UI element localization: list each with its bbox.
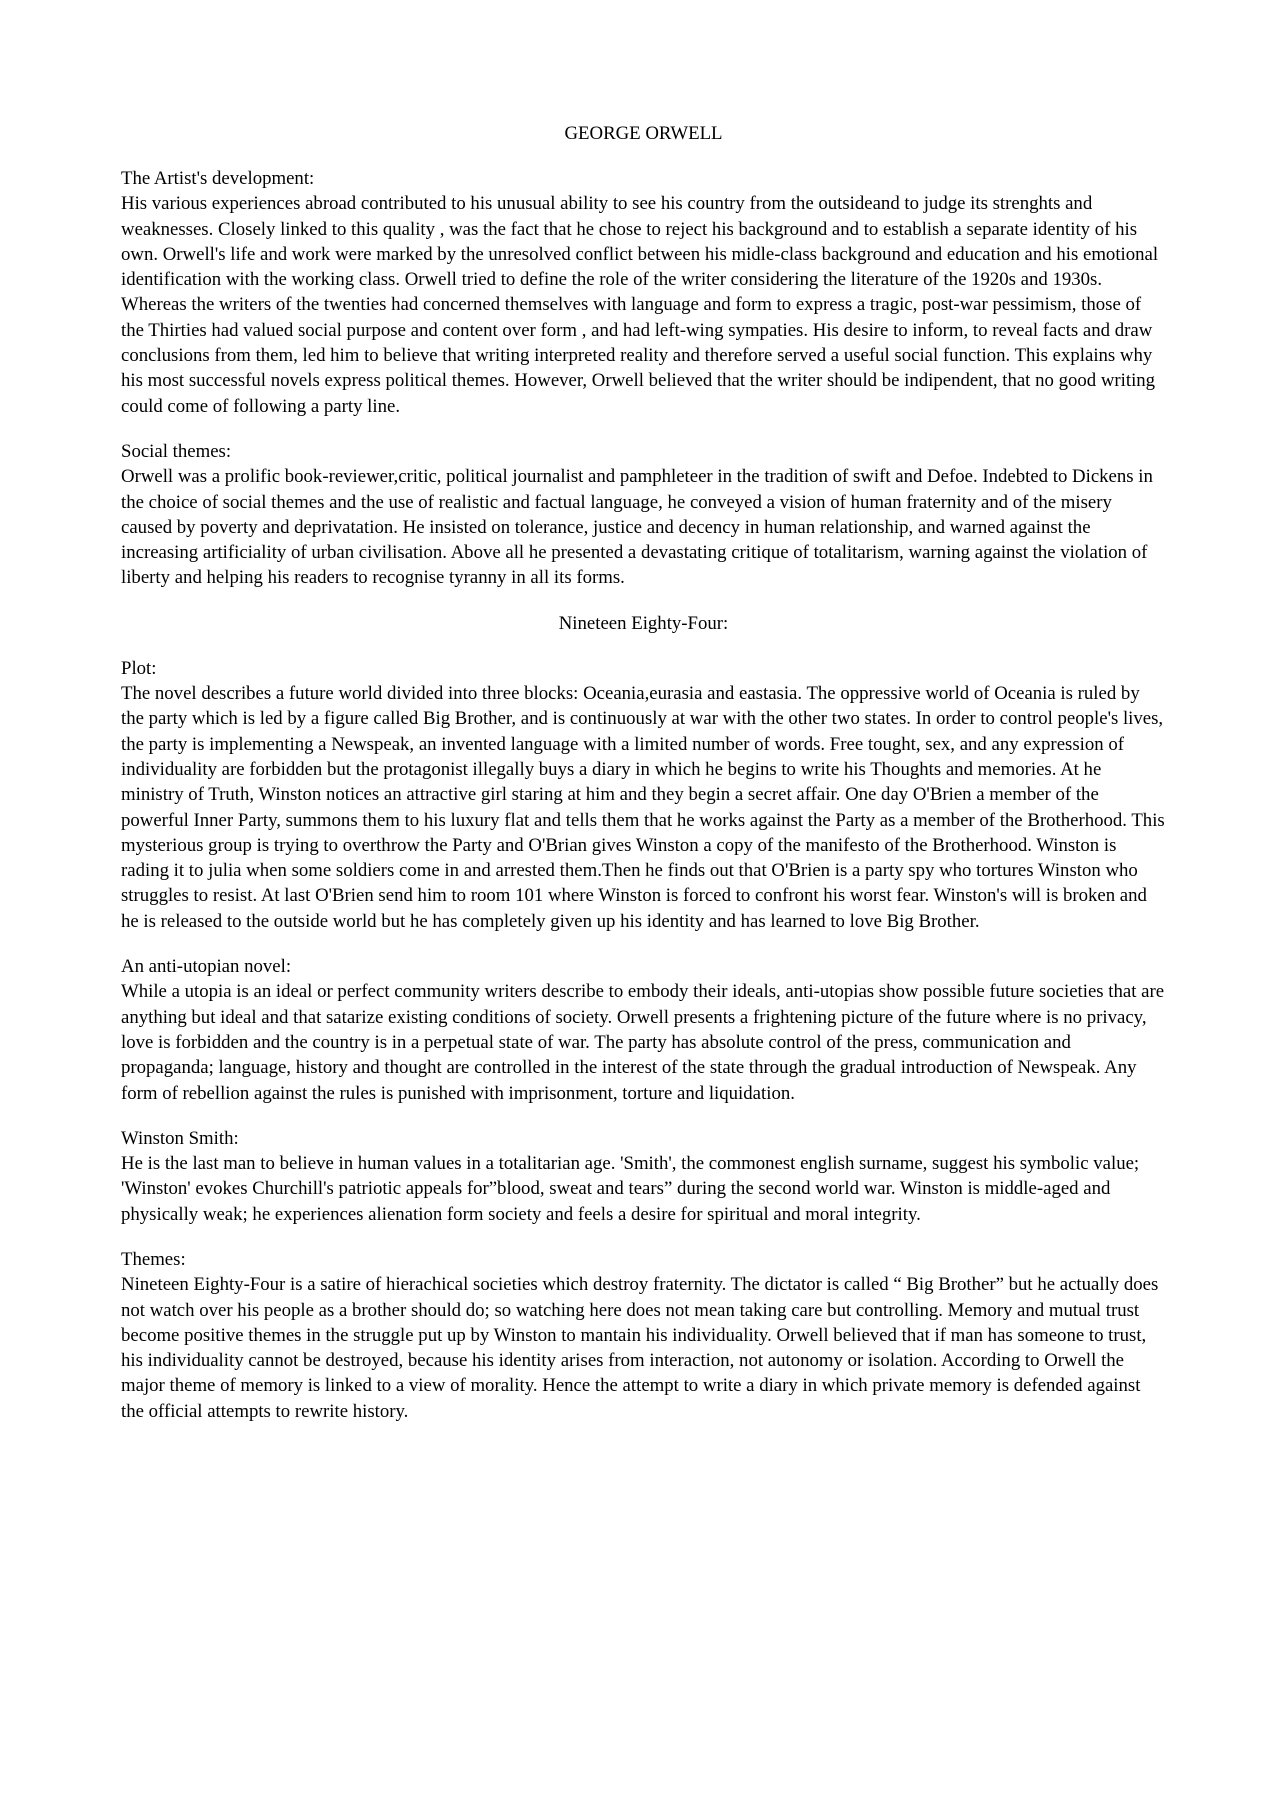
section-anti-utopian-novel xyxy=(121,954,1166,1106)
section-social-themes xyxy=(121,439,1166,591)
section-body: Orwell was a prolific book-reviewer,critic, political journalist and pamphleteer in the tradition of swift and Defoe. Indebted to Dickens in the choice of social themes and the use of realistic and factual language, he conveyed a vision of human fraternity and of the misery caused by poverty and deprivatation. He insisted on tolerance, justice and decency in human relationship, and warned against the increasing artificiality of urban civilisation. Above all he presented a devastating critique of totalitarism, warning against the violation of liberty and helping his readers to recognise tyranny in all its forms. xyxy=(121,466,1153,589)
section-body: He is the last man to believe in human values in a totalitarian age. 'Smith', the commonest english surname, suggest his symbolic value; 'Winston' evokes Churchill's patriotic appeals for”blood, sweat and tears” during the second world war. Winston is middle-aged and physically weak; he experiences alienation form society and feels a desire for spiritual and moral integrity. xyxy=(121,1153,1140,1225)
document-content xyxy=(121,121,1166,1444)
section-heading: Themes: xyxy=(121,1248,186,1270)
section-artists-development xyxy=(121,166,1166,419)
section-body: His various experiences abroad contributed to his unusual ability to see his country from the outsideand to judge its strenghts and weaknesses. Closely linked to this quality , was the fact that he chose to reject his background and to establish a separate identity of his own. Orwell's life and work were marked by the unresolved conflict between his midle-class background and education and his emotional identification with the working class. Orwell tried to define the role of the writer considering the literature of the 1920s and 1930s. Whereas the writers of the twenties had concerned themselves with language and form to express a tragic, post-war pessimism, those of the Thirties had valued social purpose and content over form , and had left-wing sympaties. His desire to inform, to reveal facts and draw conclusions from them, led him to believe that writing interpreted reality and therefore served a useful social function. This explains why his most successful novels express political themes. However, Orwell believed that the writer should be indipendent, that no good writing could come of following a party line. xyxy=(121,193,1159,417)
section-body: While a utopia is an ideal or perfect community writers describe to embody their ideals, anti-utopias show possible future societies that are anything but ideal and that satarize existing conditions of society. Orwell presents a frightening picture of the future where is no privacy, love is forbidden and the country is in a perpetual state of war. The party has absolute control of the press, communication and propaganda; language, history and thought are controlled in the interest of the state through the gradual introduction of Newspeak. Any form of rebellion against the rules is punished with imprisonment, torture and liquidation. xyxy=(121,981,1165,1104)
section-heading: Plot: xyxy=(121,657,157,679)
section-plot xyxy=(121,656,1166,934)
section-themes xyxy=(121,1247,1166,1424)
section-heading: Winston Smith: xyxy=(121,1127,239,1149)
section-body: Nineteen Eighty-Four is a satire of hierachical societies which destroy fraternity. The dictator is called “ Big Brother” but he actually does not watch over his people as a brother should do; so watching here does not mean taking care but controlling. Memory and mutual trust become positive themes in the struggle put up by Winston to mantain his individuality. Orwell believed that if man has someone to trust, his individuality cannot be destroyed, because his identity arises from interaction, not autonomy or isolation. According to Orwell the major theme of memory is linked to a view of morality. Hence the attempt to write a diary in which private memory is defended against the official attempts to rewrite history. xyxy=(121,1274,1159,1422)
section-heading: An anti-utopian novel: xyxy=(121,956,292,978)
section-heading: The Artist's development: xyxy=(121,168,315,189)
section-heading: Social themes: xyxy=(121,440,232,462)
section-body: The novel describes a future world divided into three blocks: Oceania,eurasia and eastasia. The oppressive world of Oceania is ruled by the party which is led by a figure called Big Brother, and is continuously at war with the other two states. In order to control people's lives, the party is implementing a Newspeak, an invented language with a limited number of words. Free tought, sex, and any expression of individuality are forbidden but the protagonist illegally buys a diary in which he begins to write his Thoughts and memories. At he ministry of Truth, Winston notices an attractive girl staring at him and they begin a secret affair. One day O'Brien a member of the powerful Inner Party, summons them to his luxury flat and tells them that he works against the Party as a member of the Brotherhood. This mysterious group is trying to overthrow the Party and O'Brian gives Winston a copy of the manifesto of the Brotherhood. Winston is rading it to julia when some soldiers come in and arrested them.Then he finds out that O'Brien is a party spy who tortures Winston who struggles to resist. At last O'Brien send him to room 101 where Winston is forced to confront his worst fear. Winston's will is broken and he is released to the outside world but he has completely given up his identity and has learned to love Big Brother. xyxy=(121,683,1165,932)
document-title: GEORGE ORWELL xyxy=(564,123,723,144)
section-winston-smith xyxy=(121,1126,1166,1227)
novel-heading: Nineteen Eighty-Four: xyxy=(558,612,729,634)
